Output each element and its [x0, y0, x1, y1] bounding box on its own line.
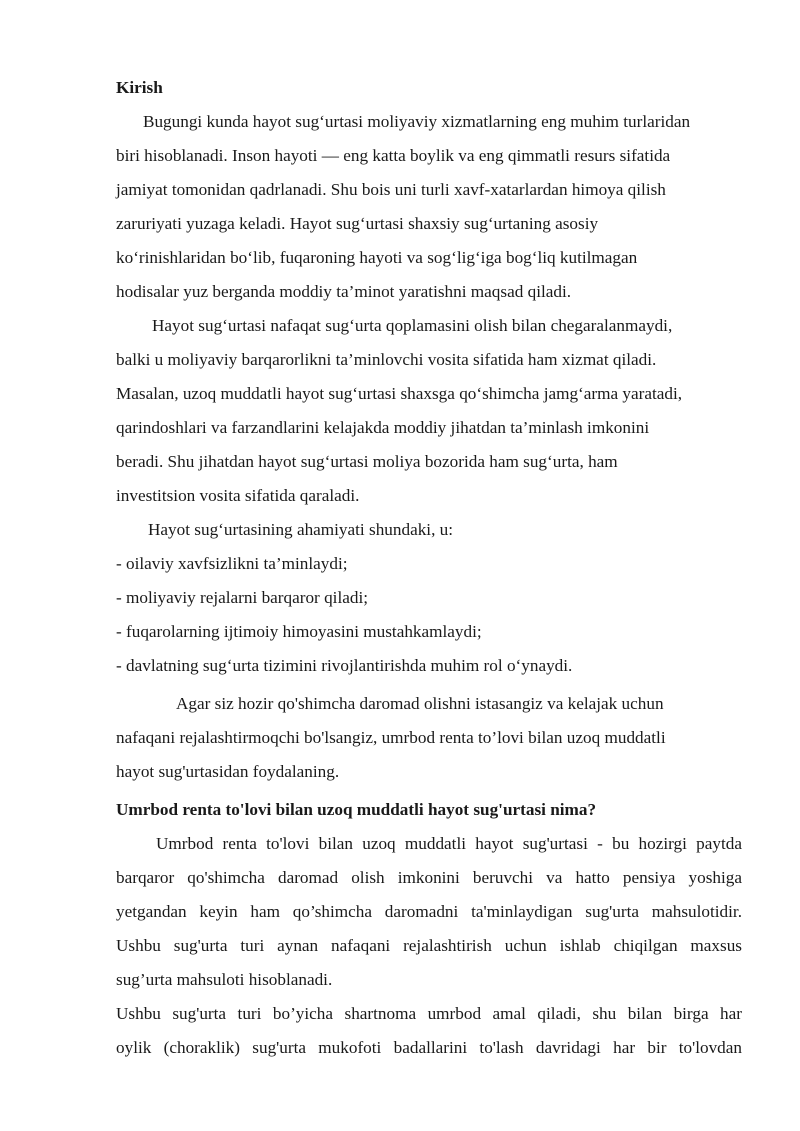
section2-heading: Umrbod renta to'lovi bilan uzoq muddatli hayot sug'urtasi nima? [116, 800, 597, 819]
intro-p1-line-1: Bugungi kunda hayot sug‘urtasi moliyaviy xizmatlarning eng muhim turlaridan [143, 112, 691, 131]
section2-p1-line-1: Umrbod renta to'lovi bilan uzoq muddatli hayot sug'urtasi - bu hozirgi paytda [156, 834, 742, 853]
intro-p3-line-2: nafaqani rejalashtirmoqchi bo'lsangiz, umrbod renta to’lovi bilan uzoq muddatli [116, 728, 666, 747]
intro-p1-line-2: biri hisoblanadi. Inson hayoti — eng katta boylik va eng qimmatli resurs sifatida [116, 146, 671, 165]
list-item-3: - fuqarolarning ijtimoiy himoyasini mustahkamlaydi; [116, 622, 482, 641]
list-intro: Hayot sug‘urtasining ahamiyati shundaki, u: [148, 520, 454, 539]
intro-p2-line-6: investitsion vosita sifatida qaraladi. [116, 486, 360, 505]
intro-p1-line-4: zaruriyati yuzaga keladi. Hayot sug‘urtasi shaxsiy sug‘urtaning asosiy [116, 214, 599, 233]
intro-p2-line-2: balki u moliyaviy barqarorlikni ta’minlovchi vosita sifatida ham xizmat qiladi. [116, 350, 657, 369]
list-item-1: - oilaviy xavfsizlikni ta’minlaydi; [116, 554, 348, 573]
list-item-4: - davlatning sug‘urta tizimini rivojlantirishda muhim rol o‘ynaydi. [116, 656, 573, 675]
intro-p2-line-1: Hayot sug‘urtasi nafaqat sug‘urta qoplamasini olish bilan chegaralanmaydi, [152, 316, 673, 335]
section2-p1-line-4: Ushbu sug'urta turi aynan nafaqani rejalashtirish uchun ishlab chiqilgan maxsus [116, 936, 742, 955]
list-item-2: - moliyaviy rejalarni barqaror qiladi; [116, 588, 368, 607]
section2-p2-line-1: Ushbu sug'urta turi bo’yicha shartnoma umrbod amal qiladi, shu bilan birga har [116, 1004, 742, 1023]
intro-p2-line-3: Masalan, uzoq muddatli hayot sug‘urtasi shaxsga qo‘shimcha jamg‘arma yaratadi, [116, 384, 683, 403]
intro-p2-line-5: beradi. Shu jihatdan hayot sug‘urtasi moliya bozorida ham sug‘urta, ham [116, 452, 618, 471]
intro-p1-line-5: ko‘rinishlaridan bo‘lib, fuqaroning hayoti va sog‘lig‘iga bog‘liq kutilmagan [116, 248, 638, 267]
section2-p2-line-2: oylik (choraklik) sug'urta mukofoti badallarini to'lash davridagi har bir to'lovdan [116, 1038, 742, 1057]
intro-p1-line-3: jamiyat tomonidan qadrlanadi. Shu bois uni turli xavf-xatarlardan himoya qilish [116, 180, 666, 199]
intro-heading: Kirish [116, 78, 163, 97]
intro-p3-line-3: hayot sug'urtasidan foydalaning. [116, 762, 340, 781]
section2-p1-line-3: yetgandan keyin ham qo’shimcha daromadni ta'minlaydigan sug'urta mahsulotidir. [116, 902, 742, 921]
section2-p1-line-2: barqaror qo'shimcha daromad olish imkonini beruvchi va hatto pensiya yoshiga [116, 868, 742, 887]
intro-p1-line-6: hodisalar yuz berganda moddiy ta’minot yaratishni maqsad qiladi. [116, 282, 572, 301]
intro-p3-line-1: Agar siz hozir qo'shimcha daromad olishni istasangiz va kelajak uchun [176, 694, 664, 713]
intro-p2-line-4: qarindoshlari va farzandlarini kelajakda moddiy jihatdan ta’minlash imkonini [116, 418, 650, 437]
section2-p1-line-5: sug’urta mahsuloti hisoblanadi. [116, 970, 333, 989]
